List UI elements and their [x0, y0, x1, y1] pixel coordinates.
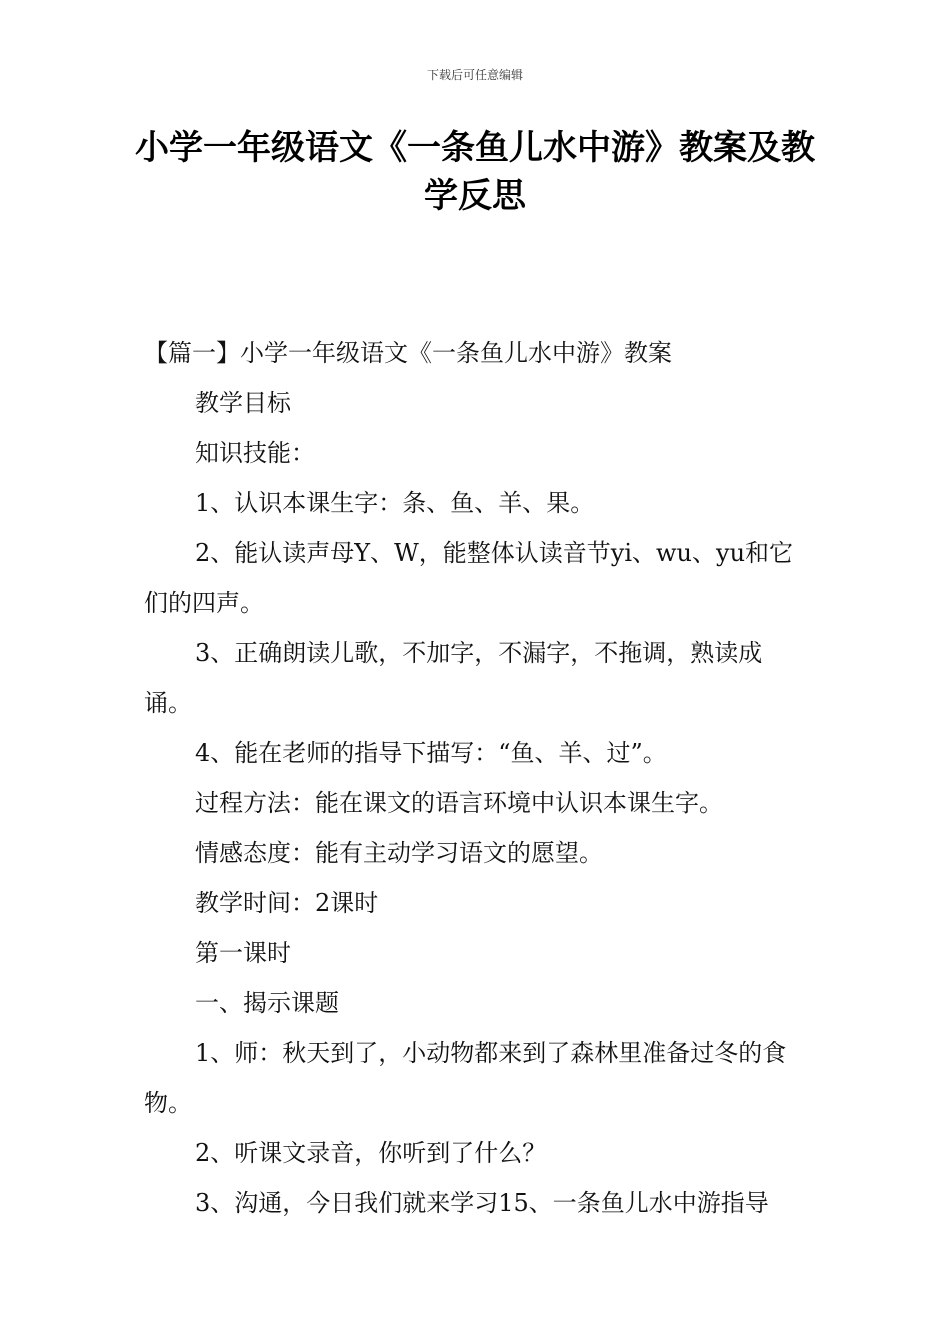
paragraph: 1、认识本课生字：条、鱼、羊、果。: [195, 489, 595, 517]
paragraph: 知识技能：: [195, 439, 315, 467]
document-body: [144, 328, 808, 1228]
paragraph: 3、正确朗读儿歌，不加字，不漏字，不拖调，熟读成诵。: [144, 639, 763, 717]
paragraph: 1、师：秋天到了，小动物都来到了森林里准备过冬的食物。: [144, 1039, 787, 1117]
paragraph: 教学目标: [195, 389, 291, 417]
header-note: 下载后可任意编辑: [426, 68, 523, 82]
paragraph: 情感态度：能有主动学习语文的愿望。: [195, 839, 603, 867]
paragraph: 2、能认读声母Y、W，能整体认读音节yi、wu、yu和它们的四声。: [144, 539, 794, 617]
paragraph: 一、揭示课题: [195, 989, 339, 1017]
paragraph: 教学时间：2课时: [195, 889, 379, 917]
paragraph: 3、沟通，今日我们就来学习15、一条鱼儿水中游指导: [195, 1189, 769, 1217]
paragraph: 4、能在老师的指导下描写：“鱼、羊、过”。: [195, 739, 667, 767]
paragraph: 过程方法：能在课文的语言环境中认识本课生字。: [195, 789, 723, 817]
paragraph: 2、听课文录音，你听到了什么？: [195, 1139, 547, 1167]
section-heading: 【篇一】小学一年级语文《一条鱼儿水中游》教案: [144, 339, 672, 367]
document-title: 小学一年级语文《一条鱼儿水中游》教案及教学反思: [135, 128, 815, 216]
paragraph: 第一课时: [195, 939, 291, 967]
